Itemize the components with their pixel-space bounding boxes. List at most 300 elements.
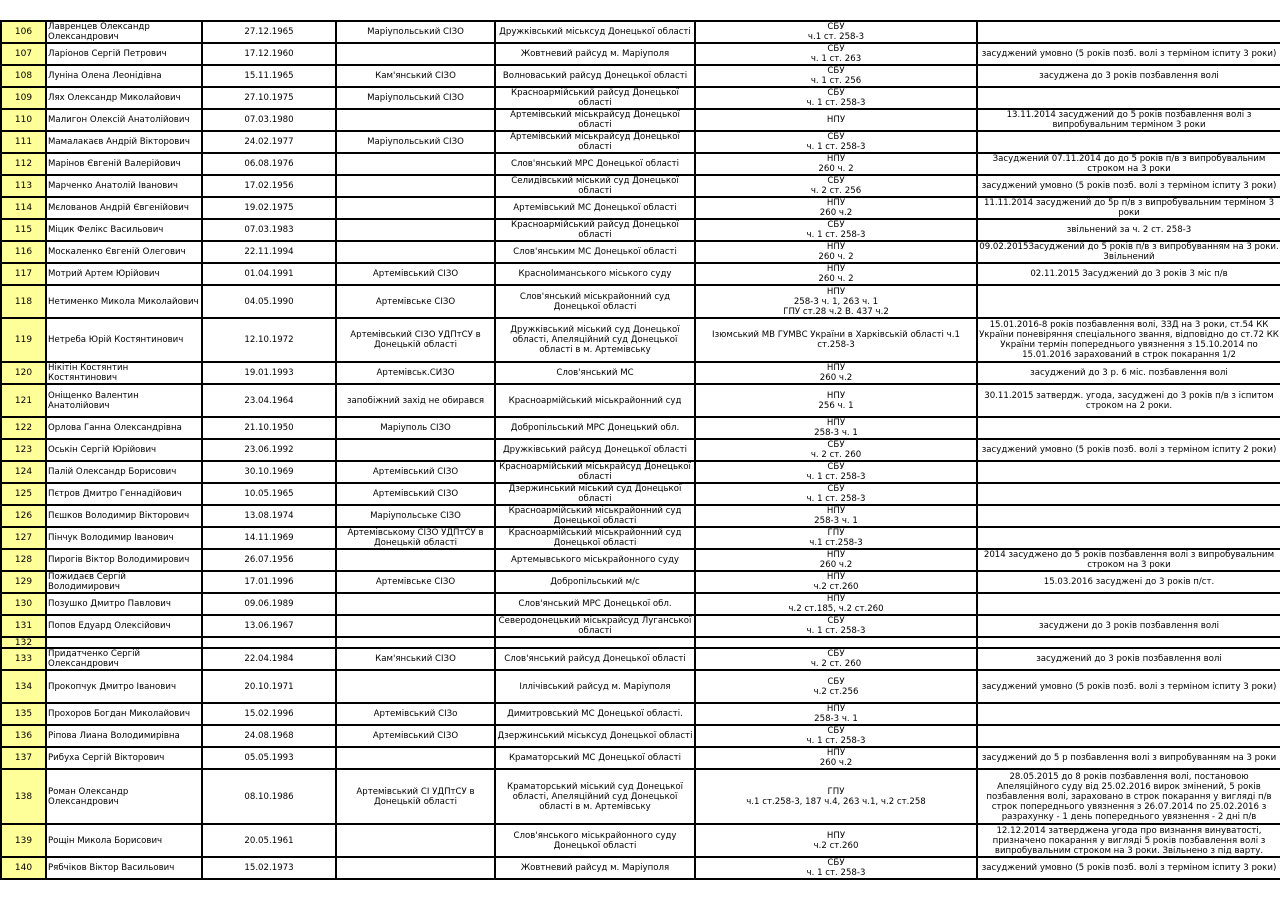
agency-article-cell: [695, 648, 977, 670]
birth-date-cell: [202, 439, 336, 461]
sentence-cell: [977, 747, 1280, 769]
court-cell: [495, 417, 695, 439]
person-name-cell: [46, 461, 202, 483]
agency-article-cell: [695, 461, 977, 483]
agency-article: НПУ 260 ч.2: [819, 198, 853, 218]
agency-article: ГПУ ч.1 ст.258-3: [809, 528, 863, 548]
person-name-cell: [46, 21, 202, 43]
detention-place-cell: [336, 703, 495, 725]
detention-place-cell: [336, 384, 495, 417]
row-number-cell: [1, 241, 46, 263]
court: Слов'янського міськрайонного суду Донецької області: [513, 830, 677, 851]
agency-article-cell: [695, 87, 977, 109]
court: Димитровський МС Донецької області.: [507, 709, 683, 719]
agency-article: Ізюмський МВ ГУМВС України в Харківській області ч.1 ст.258-3: [712, 330, 960, 350]
birth-date: 12.10.1972: [244, 335, 294, 345]
table-row: [1, 285, 1280, 318]
court: Слов'янським МС Донецької області: [513, 247, 677, 257]
sentence-cell: [977, 505, 1280, 527]
person-name-cell: [46, 747, 202, 769]
table-row: [1, 153, 1280, 175]
person-name-cell: [46, 824, 202, 857]
court-cell: [495, 747, 695, 769]
agency-article: СБУ ч. 1 ст. 258-3: [806, 88, 866, 108]
detention-place: Артемівський СІ УДПтСУ в Донецькій області: [356, 786, 475, 807]
court-cell: [495, 175, 695, 197]
detention-place-cell: [336, 109, 495, 131]
court-cell: [495, 824, 695, 857]
row-number: 137: [14, 753, 33, 763]
sentence: засуджений умовно (5 років позб. волі з терміном іспиту 3 роки): [981, 49, 1277, 59]
person-name: Оніщенко Валентин Анатолійович: [48, 390, 139, 411]
person-name: Ларіонов Сергій Петрович: [48, 49, 167, 59]
birth-date-cell: [202, 43, 336, 65]
table-row: [1, 769, 1280, 824]
sentence: 15.01.2016-8 років позбавлення волі, ЗЗД на 3 роки, ст.54 КК України поневіряння спеціального звання, відповідно до ст.72 КК України термін попереднього увязнення з 15.10.2014 по 15.01.2016 зарахований в строк покарання 1/2: [979, 320, 1279, 360]
table-row: [1, 87, 1280, 109]
court: Дружківський міський суд Донецької області, Апеляційний суд Донецької області в м. Артемівську: [510, 325, 680, 355]
birth-date-cell: [202, 549, 336, 571]
person-name-cell: [46, 131, 202, 153]
table-row: [1, 615, 1280, 637]
sentence: засуджений умовно (5 років позб. волі з терміном іспиту 3 роки): [981, 181, 1277, 191]
agency-article: СБУ ч. 1 ст. 258-3: [806, 616, 866, 636]
agency-article: НПУ ч.2 ст.185, ч.2 ст.260: [788, 594, 884, 614]
sentence-cell: [977, 615, 1280, 637]
table-row: [1, 65, 1280, 87]
birth-date-cell: [202, 285, 336, 318]
agency-article: СБУ ч. 1 ст. 258-3: [806, 726, 866, 746]
detention-place: Маріупольське СІЗО: [370, 511, 461, 521]
sentence-cell: [977, 648, 1280, 670]
row-number: 111: [14, 137, 33, 147]
birth-date: 08.10.1986: [244, 791, 294, 802]
agency-article: НПУ 258-3 ч. 1, 263 ч. 1 ГПУ ст.28 ч.2 В. 437 ч.2: [783, 286, 889, 317]
table-row: [1, 384, 1280, 417]
birth-date: 01.04.1991: [244, 269, 294, 279]
row-number-cell: [1, 384, 46, 417]
court: Добропільський МРС Донецький обл.: [510, 423, 680, 433]
agency-article: СБУ ч. 2 ст. 260: [810, 649, 862, 669]
birth-date-cell: [202, 593, 336, 615]
detention-place-cell: [336, 131, 495, 153]
person-name-cell: [46, 153, 202, 175]
birth-date: 26.07.1956: [244, 555, 294, 565]
agency-article-cell: [695, 65, 977, 87]
birth-date-cell: [202, 21, 336, 43]
agency-article: НПУ 258-3 ч. 1: [814, 704, 858, 724]
birth-date: 07.03.1980: [244, 115, 294, 125]
court-cell: [495, 362, 695, 384]
person-name-cell: [46, 318, 202, 362]
detention-place: Артемівський СІЗО: [372, 467, 459, 477]
person-name-cell: [46, 197, 202, 219]
birth-date-cell: [202, 318, 336, 362]
sentence: 15.03.2016 засуджені до 3 років п/ст.: [1043, 577, 1215, 587]
detention-place-cell: [336, 648, 495, 670]
agency-article-cell: [695, 241, 977, 263]
sentence: 30.11.2015 затвердж. угода, засуджені до 3 років п/в з іспитом строком на 2 роки.: [984, 390, 1274, 411]
birth-date-cell: [202, 461, 336, 483]
detention-place-cell: [336, 65, 495, 87]
table-row: [1, 747, 1280, 769]
court: Артемівський міськрайсуд Донецької області: [510, 110, 680, 130]
sentence-cell: [977, 769, 1280, 824]
person-name: Марінов Євгеній Валерійович: [48, 159, 181, 169]
detention-place: Артемівське СІЗО: [375, 577, 456, 587]
detention-place: Артемівському СІЗО УДПтСУ в Донецькій області: [347, 528, 484, 548]
person-name-cell: [46, 219, 202, 241]
birth-date: 06.08.1976: [244, 159, 294, 169]
row-number: 135: [14, 709, 33, 719]
sentence: 09.02.2015Засуджений до 5 років п/в з випробуванням на 3 роки. Звільнений: [979, 242, 1279, 262]
row-number-cell: [1, 747, 46, 769]
detention-place-cell: [336, 615, 495, 637]
sentence: 2014 засуджено до 5 років позбавлення волі з випробувальним строком на 3 роки: [983, 550, 1275, 570]
agency-article: НПУ 258-3 ч. 1: [814, 506, 858, 526]
row-number-cell: [1, 769, 46, 824]
detention-place-cell: [336, 505, 495, 527]
court: Дзержинський міськсуд Донецької області: [497, 731, 693, 741]
court-cell: [495, 384, 695, 417]
row-number-cell: [1, 65, 46, 87]
agency-article-cell: [695, 384, 977, 417]
row-number: 109: [14, 93, 33, 103]
court-cell: [495, 285, 695, 318]
agency-article: ГПУ ч.1 ст.258-3, 187 ч.4, 263 ч.1, ч.2 ст.258: [746, 786, 926, 807]
detention-place: Маріупольський СІЗО: [367, 93, 464, 103]
detention-place: Артемівський СІЗО: [372, 489, 459, 499]
court-cell: [495, 318, 695, 362]
sentence: засуджений до 5 р позбавлення волі з випробуванням на 3 роки: [981, 753, 1277, 763]
sentence-cell: [977, 637, 1280, 648]
agency-article-cell: [695, 263, 977, 285]
birth-date-cell: [202, 219, 336, 241]
agency-article: НПУ 260 ч. 2: [818, 154, 854, 174]
court-cell: [495, 505, 695, 527]
agency-article-cell: [695, 505, 977, 527]
birth-date-cell: [202, 241, 336, 263]
agency-article: СБУ ч. 1 ст. 258-3: [806, 220, 866, 240]
person-name-cell: [46, 703, 202, 725]
court-cell: [495, 439, 695, 461]
court: Красноармійський райсуд Донецької області: [511, 220, 679, 240]
row-number: 123: [14, 445, 33, 455]
birth-date: 24.02.1977: [244, 137, 294, 147]
row-number: 115: [14, 225, 33, 235]
row-number-cell: [1, 362, 46, 384]
agency-article-cell: [695, 219, 977, 241]
row-number-cell: [1, 615, 46, 637]
person-name: Нікітін Костянтин Костянтинович: [48, 363, 129, 383]
table-row: [1, 593, 1280, 615]
row-number-cell: [1, 703, 46, 725]
detention-place-cell: [336, 153, 495, 175]
sentence-cell: [977, 241, 1280, 263]
table-row: [1, 725, 1280, 747]
birth-date-cell: [202, 571, 336, 593]
detention-place-cell: [336, 87, 495, 109]
court: Артемівський МС Донецької області: [513, 203, 677, 213]
detention-place-cell: [336, 857, 495, 879]
court: Жовтневий райсуд м. Маріуполя: [520, 863, 670, 873]
agency-article-cell: [695, 175, 977, 197]
sentence: засуджений до 3 років позбавлення волі: [1036, 654, 1222, 664]
sentence: засуджений умовно (5 років позб. волі з терміном іспиту 2 роки): [981, 445, 1277, 455]
row-number-cell: [1, 483, 46, 505]
row-number-cell: [1, 263, 46, 285]
person-name: Пожидаєв Сергій Володимирович: [48, 572, 126, 592]
agency-article-cell: [695, 571, 977, 593]
person-name: Малигон Олексій Анатолійович: [48, 115, 190, 125]
detention-place-cell: [336, 439, 495, 461]
court: Селидівський міський суд Донецької області: [511, 176, 679, 196]
agency-article: СБУ ч. 1 ст. 258-3: [806, 132, 866, 152]
birth-date-cell: [202, 670, 336, 703]
row-number-cell: [1, 637, 46, 648]
person-name-cell: [46, 263, 202, 285]
court-cell: [495, 571, 695, 593]
table-row: [1, 571, 1280, 593]
court: Красноармійський міськрайонний суд Донецької області: [508, 528, 682, 548]
sentence-cell: [977, 571, 1280, 593]
birth-date: 24.08.1968: [244, 731, 294, 741]
row-number: 126: [14, 511, 33, 521]
person-name: Лях Олександр Миколайович: [48, 93, 181, 103]
person-name: Пирогів Віктор Володимирович: [48, 555, 190, 565]
agency-article-cell: [695, 769, 977, 824]
agency-article-cell: [695, 362, 977, 384]
court-cell: [495, 769, 695, 824]
row-number: 129: [14, 577, 33, 587]
agency-article-cell: [695, 285, 977, 318]
person-name-cell: [46, 43, 202, 65]
row-number-cell: [1, 43, 46, 65]
person-name-cell: [46, 109, 202, 131]
agency-article: НПУ ч.2 ст.260: [813, 572, 859, 592]
agency-article: НПУ ч.2 ст.260: [813, 830, 859, 851]
birth-date: 30.10.1969: [244, 467, 294, 477]
sentence: 02.11.2015 Засуджений до 3 років 3 міс п/в: [1030, 269, 1228, 279]
row-number-cell: [1, 549, 46, 571]
row-number-cell: [1, 131, 46, 153]
birth-date: 17.02.1956: [244, 181, 294, 191]
row-number: 131: [14, 621, 33, 631]
detention-place-cell: [336, 549, 495, 571]
birth-date: 19.02.1975: [244, 203, 294, 213]
row-number: 108: [14, 71, 33, 81]
row-number: 117: [14, 269, 33, 279]
table-row: [1, 505, 1280, 527]
detention-place-cell: [336, 417, 495, 439]
person-name-cell: [46, 241, 202, 263]
row-number-cell: [1, 318, 46, 362]
detention-place-cell: [336, 747, 495, 769]
detention-place-cell: [336, 725, 495, 747]
table-row: [1, 527, 1280, 549]
table-row: [1, 637, 1280, 648]
person-name: Мамалакаєв Андрій Вікторович: [48, 137, 190, 147]
agency-article: СБУ ч. 1 ст. 258-3: [806, 462, 866, 482]
birth-date: 15.11.1965: [244, 71, 294, 81]
detention-place: Артемівське СІЗО: [375, 296, 456, 307]
agency-article-cell: [695, 857, 977, 879]
row-number-cell: [1, 670, 46, 703]
sentence-cell: [977, 131, 1280, 153]
agency-article: СБУ ч. 1 ст. 258-3: [806, 484, 866, 504]
birth-date-cell: [202, 747, 336, 769]
person-name-cell: [46, 527, 202, 549]
table-row: [1, 241, 1280, 263]
birth-date-cell: [202, 615, 336, 637]
person-name-cell: [46, 87, 202, 109]
person-name-cell: [46, 285, 202, 318]
person-name: Пінчук Володимир Іванович: [48, 533, 174, 543]
birth-date: 05.05.1993: [244, 753, 294, 763]
court: Добропільський м/с: [550, 577, 640, 587]
person-name: Рибуха Сергій Вікторович: [48, 753, 165, 763]
row-number-cell: [1, 87, 46, 109]
row-number-cell: [1, 21, 46, 43]
birth-date: 20.05.1961: [244, 835, 294, 846]
row-number-cell: [1, 824, 46, 857]
table-row: [1, 43, 1280, 65]
sentence: засуджений до 3 р. 6 міс. позбавлення волі: [1030, 368, 1228, 378]
row-number: 122: [14, 423, 33, 433]
court-cell: [495, 703, 695, 725]
court-cell: [495, 131, 695, 153]
birth-date: 21.10.1950: [244, 423, 294, 433]
agency-article-cell: [695, 197, 977, 219]
court: Слов'янський МРС Донецької обл.: [518, 599, 672, 609]
court: Жовтневий райсуд м. Маріуполя: [520, 49, 670, 59]
detention-place: Артемівський СІЗО: [372, 269, 459, 279]
detention-place-cell: [336, 670, 495, 703]
sentence-cell: [977, 285, 1280, 318]
table-row: [1, 21, 1280, 43]
table-row: [1, 824, 1280, 857]
sentence-cell: [977, 461, 1280, 483]
person-name-cell: [46, 725, 202, 747]
row-number: 119: [14, 335, 33, 345]
birth-date: 23.06.1992: [244, 445, 294, 455]
birth-date-cell: [202, 263, 336, 285]
row-number: 127: [14, 533, 33, 543]
detention-place: Кам'янський СІЗО: [375, 71, 456, 81]
birth-date: 07.03.1983: [244, 225, 294, 235]
sentence: 12.12.2014 затверджена угода про визнання винуватості, призначено покарання у вигляді 5 років позбавлення волі з випробувальним строком на 3 роки. Звільнено з під варту.: [992, 825, 1266, 856]
person-name: Палій Олександр Борисович: [48, 467, 177, 477]
sentence-cell: [977, 153, 1280, 175]
person-name: Пєшков Володимир Вікторович: [48, 511, 190, 521]
agency-article-cell: [695, 131, 977, 153]
detention-place-cell: [336, 461, 495, 483]
court: Слов'янський МРС Донецької області: [511, 159, 679, 169]
detention-place-cell: [336, 21, 495, 43]
row-number: 107: [14, 49, 33, 59]
person-name: Придатченко Сергій Олександрович: [48, 649, 141, 669]
sentence-cell: [977, 527, 1280, 549]
row-number-cell: [1, 153, 46, 175]
person-name: Пєтров Дмитро Геннадійович: [48, 489, 182, 499]
sentence: 11.11.2014 засуджений до 5р п/в з випробувальним терміном 3 роки: [983, 198, 1275, 218]
court: Артемівський міськрайсуд Донецької області: [510, 132, 680, 152]
sentence-cell: [977, 87, 1280, 109]
person-name: Мотрий Артем Юрійович: [48, 269, 160, 279]
person-name: Москаленко Євгеній Олегович: [48, 247, 186, 257]
birth-date: 22.04.1984: [244, 654, 294, 664]
detention-place-cell: [336, 637, 495, 648]
detention-place: Маріупольський СІЗО: [367, 27, 464, 37]
agency-article-cell: [695, 593, 977, 615]
detention-place-cell: [336, 483, 495, 505]
detention-place-cell: [336, 285, 495, 318]
row-number-cell: [1, 219, 46, 241]
row-number-cell: [1, 285, 46, 318]
court-cell: [495, 241, 695, 263]
person-name-cell: [46, 593, 202, 615]
birth-date: 17.12.1960: [244, 49, 294, 59]
agency-article-cell: [695, 527, 977, 549]
sentence-cell: [977, 549, 1280, 571]
agency-article: СБУ ч.2 ст.256: [813, 676, 859, 697]
court-cell: [495, 725, 695, 747]
person-name: Ріпова Лиана Володимирівна: [48, 731, 180, 741]
person-name: Лавренцев Олександр Олександрович: [48, 22, 150, 42]
table-row: [1, 417, 1280, 439]
birth-date-cell: [202, 527, 336, 549]
row-number: 112: [14, 159, 33, 169]
court: Красноармійський міськрайонний суд Донецької області: [508, 506, 682, 526]
sentence: 13.11.2014 засуджений до 5 років позбавлення волі з випробувальним терміном 3 роки: [1006, 110, 1252, 130]
row-number: 139: [14, 835, 33, 846]
agency-article-cell: [695, 725, 977, 747]
birth-date-cell: [202, 175, 336, 197]
person-name: Роман Олександр Олександрович: [48, 786, 129, 807]
sentence: засуджена до 3 років позбавлення волі: [1039, 71, 1219, 81]
table-row: [1, 109, 1280, 131]
detention-place-cell: [336, 197, 495, 219]
row-number: 113: [14, 181, 33, 191]
sentence-cell: [977, 219, 1280, 241]
court-cell: [495, 109, 695, 131]
table-row: [1, 197, 1280, 219]
sentence-cell: [977, 439, 1280, 461]
birth-date: 13.08.1974: [244, 511, 294, 521]
agency-article-cell: [695, 318, 977, 362]
person-name-cell: [46, 417, 202, 439]
sentence-cell: [977, 362, 1280, 384]
birth-date: 19.01.1993: [244, 368, 294, 378]
agency-article: НПУ: [826, 115, 846, 125]
person-name: Нетреба Юрій Костянтинович: [48, 335, 184, 345]
table-row: [1, 263, 1280, 285]
prisoner-table: [0, 20, 1280, 880]
sentence-cell: [977, 175, 1280, 197]
row-number-cell: [1, 571, 46, 593]
court: Іллічівський райсуд м. Маріуполя: [519, 681, 671, 692]
agency-article-cell: [695, 703, 977, 725]
row-number-cell: [1, 175, 46, 197]
court: Слов'янський МС: [556, 368, 634, 378]
table-row: [1, 362, 1280, 384]
court: Краматорський міський суд Донецької області, Апеляційний суд Донецької області в м. Артемівську: [506, 781, 684, 812]
person-name-cell: [46, 439, 202, 461]
row-number: 134: [14, 681, 33, 692]
agency-article: СБУ ч. 1 ст. 263: [810, 44, 862, 64]
birth-date: 13.06.1967: [244, 621, 294, 631]
agency-article-cell: [695, 483, 977, 505]
